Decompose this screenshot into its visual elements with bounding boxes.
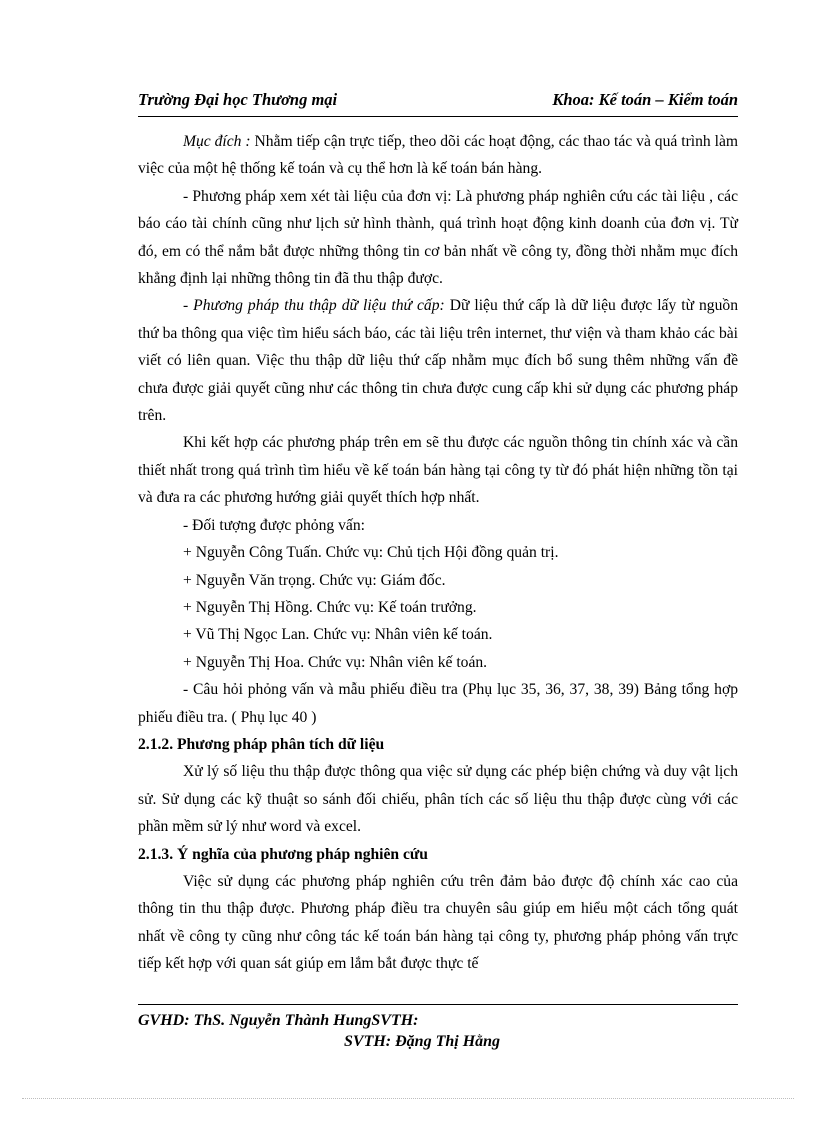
- secondary-data-text: Dữ liệu thứ cấp là dữ liệu được lấy từ nguồn thứ ba thông qua việc tìm hiểu sách báo, các tài liệu trên internet, thư viện và tham khảo các bài viết có liên quan. Việc thu thập dữ liệu thứ cấp nhằm mục đích bổ sung thêm những vấn đề chưa được giải quyết cũng như các thông tin chưa được cung cấp khi sử dụng các phương pháp trên.: [138, 297, 738, 425]
- paragraph-purpose: [138, 128, 738, 183]
- paragraph-significance: Việc sử dụng các phương pháp nghiên cứu trên đảm bảo được độ chính xác cao của thông tin thu thập được. Phương pháp điều tra chuyên sâu giúp em hiểu một cách tổng quát nhất về công ty cũng như công tác kế toán bán hàng tại công ty, phương pháp phỏng vấn trực tiếp kết hợp với quan sát giúp em lắm bắt được thực tế: [138, 872, 738, 973]
- header-faculty: Khoa: Kế toán – Kiểm toán: [552, 90, 738, 109]
- section-heading-analysis: 2.1.2. Phương pháp phân tích dữ liệu: [138, 735, 385, 753]
- paragraph-document-review: - Phương pháp xem xét tài liệu của đơn vị: Là phương pháp nghiên cứu các tài liệu , các báo cáo tài chính cũng như lịch sử hình thành, quá trình hoạt động kinh doanh của đơn vị. Từ đó, em có thể nắm bắt được những thông tin cơ bản nhất về công ty, đồng thời nhằm mục đích khẳng định lại những thông tin đã thu thập được.: [138, 187, 738, 288]
- interviewee-item: + Vũ Thị Ngọc Lan. Chức vụ: Nhân viên kế toán.: [183, 626, 493, 644]
- header-university: Trường Đại học Thương mại: [138, 90, 338, 109]
- header-rule: [138, 116, 738, 117]
- interviewee-item: + Nguyễn Công Tuấn. Chức vụ: Chủ tịch Hội đồng quản trị.: [183, 544, 559, 562]
- purpose-text: Nhằm tiếp cận trực tiếp, theo dõi các hoạt động, các thao tác và quá trình làm việc của một hệ thống kế toán và cụ thể hơn là kế toán bán hàng.: [138, 133, 738, 178]
- paragraph-secondary-data: [138, 292, 738, 429]
- interviewee-item: + Nguyễn Thị Hoa. Chức vụ: Nhân viên kế toán.: [183, 653, 488, 671]
- page-bottom-dotted-line: [22, 1098, 794, 1099]
- page-footer: [138, 1010, 738, 1052]
- page-body: [138, 128, 738, 978]
- interviewee-item: + Nguyễn Văn trọng. Chức vụ: Giám đốc.: [183, 571, 446, 589]
- paragraph-questionnaire: - Câu hỏi phỏng vấn và mẫu phiếu điều tra (Phụ lục 35, 36, 37, 38, 39) Bảng tổng hợp phiếu điều tra. ( Phụ lục 40 ): [138, 681, 738, 726]
- section-heading-significance: 2.1.3. Ý nghĩa của phương pháp nghiên cứu: [138, 845, 428, 863]
- paragraph-interviewees-intro: - Đối tượng được phỏng vấn:: [183, 516, 365, 534]
- paragraph-combination: Khi kết hợp các phương pháp trên em sẽ thu được các nguồn thông tin chính xác và cần thiết nhất trong quá trình tìm hiểu về kế toán bán hàng tại công ty từ đó phát hiện những tồn tại và đưa ra các phương hướng giải quyết thích hợp nhất.: [138, 434, 738, 507]
- footer-supervisor: GVHD: ThS. Nguyễn Thành HungSVTH:: [138, 1012, 419, 1029]
- secondary-data-label: - Phương pháp thu thập dữ liệu thứ cấp:: [183, 297, 445, 315]
- paragraph-analysis: Xử lý số liệu thu thập được thông qua việc sử dụng các phép biện chứng và duy vật lịch sử. Sử dụng các kỹ thuật so sánh đối chiếu, phân tích các số liệu thu thập được cùng với các phần mềm sử lý như word và excel.: [138, 763, 738, 836]
- purpose-label: Mục đích :: [183, 133, 251, 150]
- page-header: [138, 90, 738, 114]
- footer-student: SVTH: Đặng Thị Hằng: [344, 1033, 501, 1050]
- interviewee-item: + Nguyễn Thị Hồng. Chức vụ: Kế toán trưởng.: [183, 598, 477, 616]
- footer-rule: [138, 1004, 738, 1005]
